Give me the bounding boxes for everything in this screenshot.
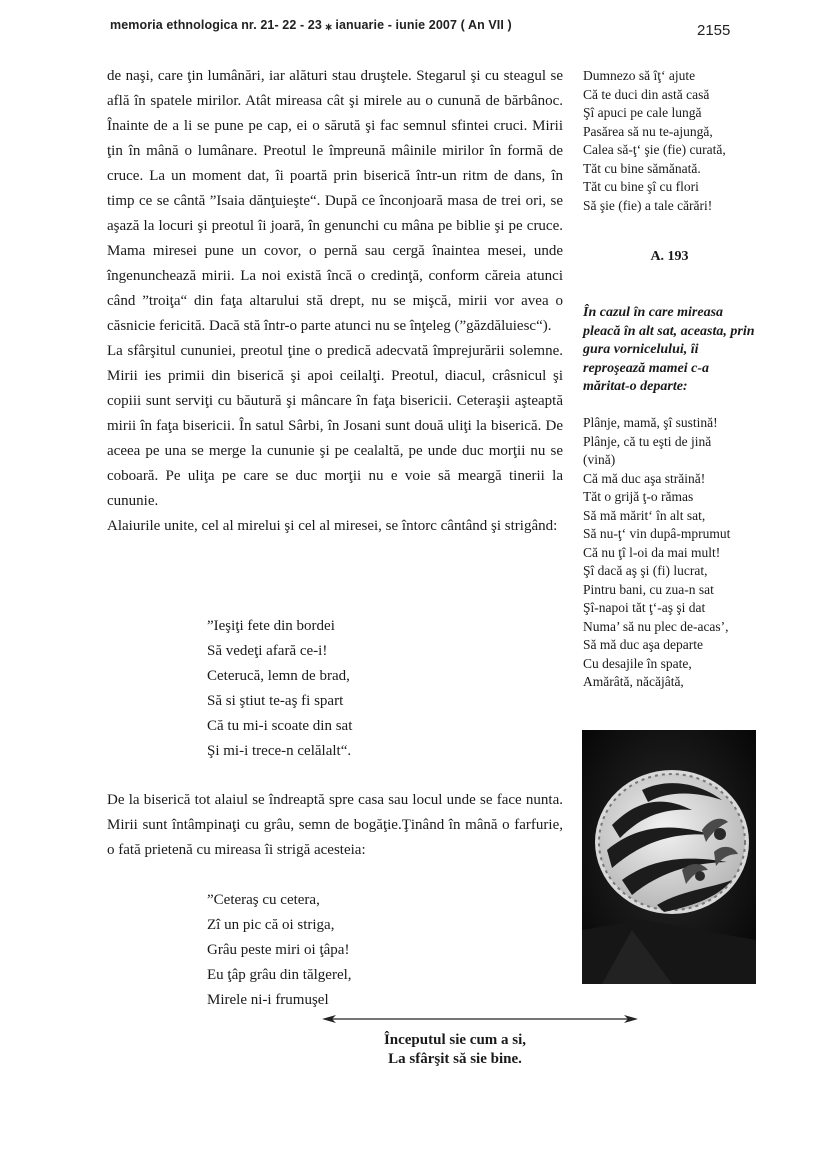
side-verse-line: Că te duci din astă casă <box>583 86 710 102</box>
side-verse-line: Şî dacă aş şi (fi) lucrat, <box>583 563 708 578</box>
verse-line: Să si ştiut te-aş fi spart <box>207 693 344 709</box>
proverb-line: La sfârşit să sie bine. <box>388 1051 522 1067</box>
page-number: 2155 <box>697 22 731 39</box>
side-verse-line: Amărâtă, năcăjâtă, <box>583 674 684 689</box>
side-verse-line: Pintru bani, cu zua-n sat <box>583 581 714 597</box>
double-arrow-icon <box>322 1011 638 1027</box>
side-verse-line: Plânje, mamă, şî sustină! <box>583 415 718 430</box>
side-verse-line: Că nu ţî l-oi da mai mult! <box>583 544 721 560</box>
verse-line: Şi mi-i trece-n celălalt“. <box>207 743 352 759</box>
side-verse-line: Tăt cu bine şî cu flori <box>583 179 699 194</box>
side-verse-line: Să mă mărit‘ în alt sat, <box>583 507 706 523</box>
side-verse-line: Cu desajile în spate, <box>583 655 692 671</box>
side-verse-lament <box>583 414 783 692</box>
verse-line: Să vedeţi afară ce-i! <box>207 643 328 659</box>
section-label: A. 193 <box>650 249 689 264</box>
verse-line: ”Ceteraş cu cetera, <box>207 892 320 908</box>
side-verse-line: Că mă duc aşa străină! <box>583 470 706 486</box>
paragraph-grain-text: De la biserică tot alaiul se îndreaptă spre casa sau locul unde se face nunta. Mirii sunt întâmpinaţi cu grâu, semn de bogăţie.Ţinând în mână o farfurie, o fată prietenă cu mireasa îi strigă acesteia: <box>107 792 563 858</box>
verse-procession <box>207 614 352 764</box>
side-verse-line: Calea să-ţ‘ şie (fie) curată, <box>583 142 726 157</box>
side-verse-line: Tăt o grijă ţ-o rămas <box>583 489 694 504</box>
verse-line: Zî un pic că oi striga, <box>207 917 335 933</box>
side-verse-line: Pasărea să nu te-ajungă, <box>583 123 713 139</box>
side-verse-line: Să şie (fie) a tale cărări! <box>583 197 713 213</box>
side-verse-line: (vină) <box>583 452 616 467</box>
main-text-column <box>107 64 563 539</box>
side-verse-blessing <box>583 67 783 215</box>
paragraph-ceremony: de naşi, care ţin lumânări, iar alături stau druştele. Stegarul şi cu steagul se află în spatele mirilor. Atât mireasa cât şi mirele au o cunună de bărbânoc. Înainte de a li se pune pe cap, ei o sărută şi fac semnul sfintei cruci. Mirii ţin în mână o lumânare. Preotul le împreună mâinile mirilor în formă de cruce. La un moment dat, îi poartă prin biserică într-un ritm de dans, în timp ce se cântă ”Isaia dănţuieşte“. După ce înconjoară masa de trei ori, se aşază la locuri şi preotul îi joară, în genunchi cu mâna pe biblie şi pe cruce. Mama miresei pune un covor, o pernă sau cergă înaintea mesei, unde îngenunchează mirii. La noi există încă o credinţă, conform căreia atunci când ”troiţa“ din faţa altarului stă drept, nu se mişcă, mirii vor avea o căsnicie fericită. Dacă stă într-o parte atunci nu se înţeleg (”găzdăluiesc“). <box>107 68 563 334</box>
paragraph-grain-welcome <box>107 788 563 863</box>
plate-image <box>582 730 756 984</box>
verse-line: ”Ieşiţi fete din bordei <box>207 618 335 634</box>
verse-line: Grâu peste miri oi ţâpa! <box>207 942 350 958</box>
verse-line: Eu ţâp grâu din tălgerel, <box>207 967 352 983</box>
side-verse-line: Tăt cu bine sămănată. <box>583 160 701 176</box>
verse-grain <box>207 888 352 1013</box>
paragraph-end-of-wedding: La sfârşitul cununiei, preotul ţine o predică adecvată împrejurării solemne. Mirii ies primii din biserică şi apoi ceilalţi. Preotul, diacul, crâsnicul şi copiii sunt serviţi cu băutură şi mâncare în faţa bisericii. Ceteraşii aşteaptă mirii în faţa bisericii. În satul Sârbi, în Josani sunt două uliţi la biserică. De aceea pe una se merge la cununie şi pe cealaltă, pe unde duc morţii nu se coboară. Pe uliţa pe care se duc morţii nu e voie să meargă tinerii la cununie. <box>107 343 563 509</box>
side-verse-line: Numa’ să nu plec de-acas’, <box>583 618 729 634</box>
verse-line: Ceterucă, lemn de brad, <box>207 668 350 684</box>
side-verse-line: Să mă duc aşa departe <box>583 637 703 652</box>
journal-header: memoria ethnologica nr. 21- 22 - 23 ⁎ ianuarie - iunie 2007 ( An VII ) <box>110 18 512 32</box>
verse-line: Că tu mi-i scoate din sat <box>207 718 353 734</box>
closing-proverb <box>330 1031 580 1069</box>
side-verse-line: Plânje, că tu eşti de jină <box>583 433 712 449</box>
side-verse-line: Şî apuci pe cale lungă <box>583 105 702 120</box>
verse-line: Mirele ni-i frumuşel <box>207 992 329 1008</box>
decorated-plate-photo <box>582 730 756 984</box>
side-intro: În cazul în care mireasa pleacă în alt sat, aceasta, prin gura vornicelului, îi reproşează mamei c-a măritat-o departe: <box>583 305 755 394</box>
side-verse-line: Dumnezo să îţ‘ ajute <box>583 68 696 83</box>
side-verse-line: Să nu-ţ‘ vin dupâ-mprumut <box>583 526 731 541</box>
paragraph-procession: Alaiurile unite, cel al mirelui şi cel al miresei, se întorc cântând şi strigând: <box>107 518 558 534</box>
proverb-line: Începutul sie cum a si, <box>383 1032 527 1048</box>
side-verse-line: Şî-napoi tăt ţ‘-aş şi dat <box>583 600 706 615</box>
